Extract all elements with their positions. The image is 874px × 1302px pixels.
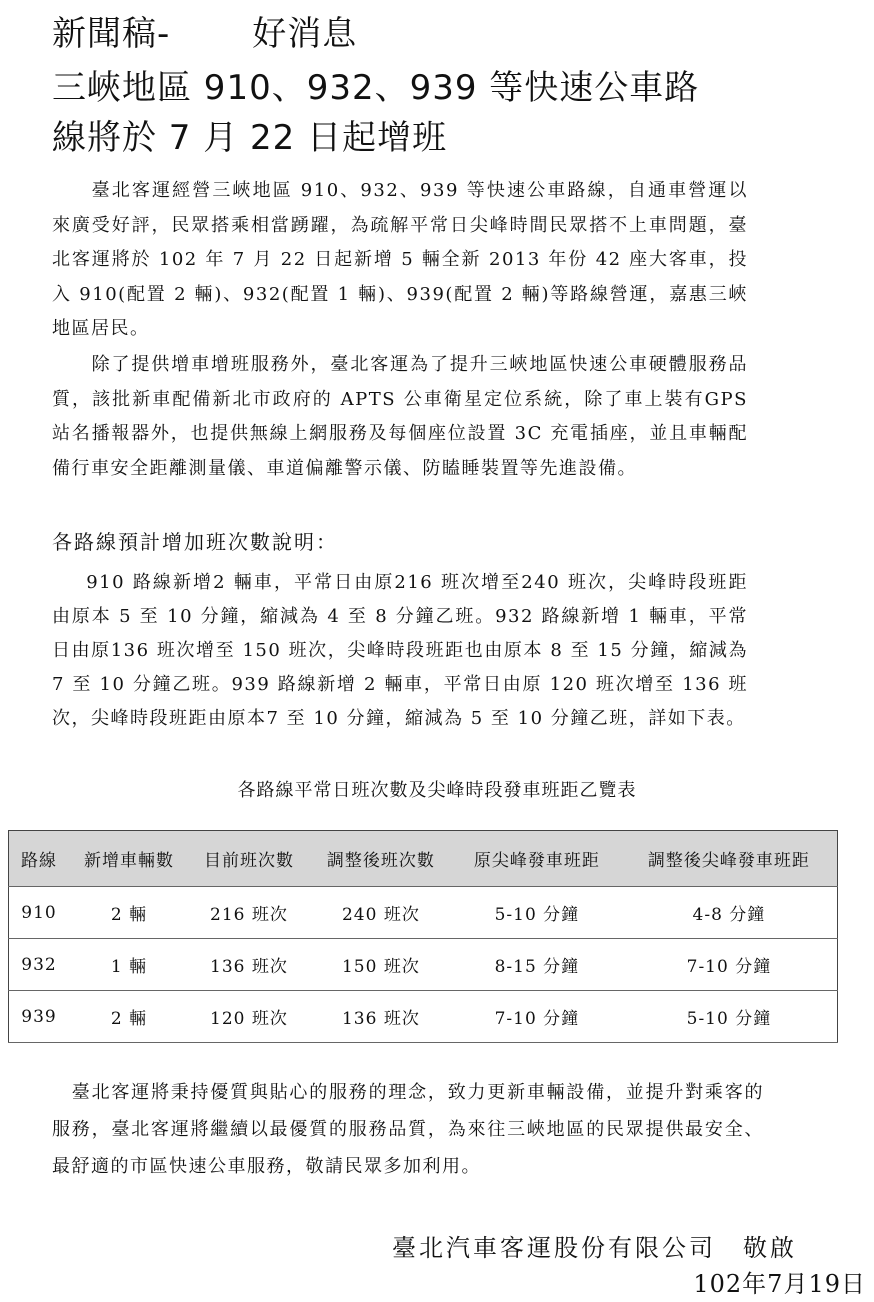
cell-new-vehicles: 2 輛 (69, 991, 189, 1043)
cell-new-vehicles: 1 輛 (69, 939, 189, 991)
header-adjusted-trips: 調整後班次數 (309, 831, 453, 887)
cell-original-headway: 8-15 分鐘 (453, 939, 621, 991)
release-date: 102年7月19日 (693, 1270, 866, 1298)
table-row (9, 887, 838, 939)
schedule-subheading: 各路線預計增加班次數說明： (52, 530, 338, 554)
header-new-vehicles: 新增車輛數 (69, 831, 189, 887)
header-adjusted-peak-headway: 調整後尖峰發車班距 (621, 831, 838, 887)
press-release-header (52, 8, 357, 60)
cell-adjusted-trips: 150 班次 (309, 939, 453, 991)
press-release-label: 新聞稿- (52, 14, 171, 54)
schedule-paragraph: 910 路線新增2 輛車，平常日由原216 班次增至240 班次，尖峰時段班距由原本 5 至 10 分鐘，縮減為 4 至 8 分鐘乙班。932 路線新增 1 輛車，平常日由原136 班次增至 150 班次，尖峰時段班距也由原本 8 至 15 分鐘，縮減為 7 至 10 分鐘乙班。939 路線新增 2 輛車，平常日由原 120 班次增至 136 班次，尖峰時段班距由原本7 至 10 分鐘，縮減為 5 至 10 分鐘乙班，詳如下表。 (52, 572, 748, 729)
table-header-row (9, 831, 838, 887)
good-news-tag: 好消息 (252, 14, 358, 54)
cell-original-headway: 5-10 分鐘 (453, 887, 621, 939)
equipment-paragraph: 除了提供增車增班服務外，臺北客運為了提升三峽地區快速公車硬體服務品質，該批新車配備新北市政府的 APTS 公車衛星定位系統，除了車上裝有GPS 站名播報器外，也提供無線上網服務及每個座位設置 3C 充電插座，並且車輛配備行車安全距離測量儀、車道偏離警示儀、防瞌睡裝置等先進設備。 (52, 354, 748, 479)
cell-adjusted-headway: 5-10 分鐘 (621, 991, 838, 1043)
header-current-trips: 目前班次數 (189, 831, 309, 887)
cell-adjusted-headway: 4-8 分鐘 (621, 887, 838, 939)
intro-paragraph: 臺北客運經營三峽地區 910、932、939 等快速公車路線，自通車營運以來廣受好評，民眾搭乘相當踴躍，為疏解平常日尖峰時間民眾搭不上車問題，臺北客運將於 102 年 7 月 22 日起新增 5 輛全新 2013 年份 42 座大客車，投入 910(配置 2 輛)、932(配置 1 輛)、939(配置 2 輛)等路線營運，嘉惠三峽地區居民。 (52, 180, 748, 339)
header-original-peak-headway: 原尖峰發車班距 (453, 831, 621, 887)
cell-route: 932 (9, 939, 70, 991)
cell-adjusted-trips: 240 班次 (309, 887, 453, 939)
table-row (9, 991, 838, 1043)
cell-route: 939 (9, 991, 70, 1043)
table-caption: 各路線平常日班次數及尖峰時段發車班距乙覽表 (237, 780, 637, 801)
cell-new-vehicles: 2 輛 (69, 887, 189, 939)
cell-original-headway: 7-10 分鐘 (453, 991, 621, 1043)
company-signature: 臺北汽車客運股份有限公司 敬啟 (392, 1234, 797, 1262)
headline-line-2: 線將於 7 月 22 日起增班 (52, 118, 448, 158)
cell-current-trips: 120 班次 (189, 991, 309, 1043)
table-row (9, 939, 838, 991)
cell-current-trips: 216 班次 (189, 887, 309, 939)
cell-adjusted-trips: 136 班次 (309, 991, 453, 1043)
cell-route: 910 (9, 887, 70, 939)
closing-paragraph: 臺北客運將秉持優質與貼心的服務的理念，致力更新車輛設備，並提升對乘客的服務，臺北客運將繼續以最優質的服務品質，為來往三峽地區的民眾提供最安全、最舒適的市區快速公車服務，敬請民眾多加利用。 (52, 1082, 764, 1177)
cell-adjusted-headway: 7-10 分鐘 (621, 939, 838, 991)
header-route: 路線 (9, 831, 70, 887)
route-schedule-table (8, 830, 838, 1043)
cell-current-trips: 136 班次 (189, 939, 309, 991)
headline-line-1: 三峽地區 910、932、939 等快速公車路 (52, 68, 700, 108)
